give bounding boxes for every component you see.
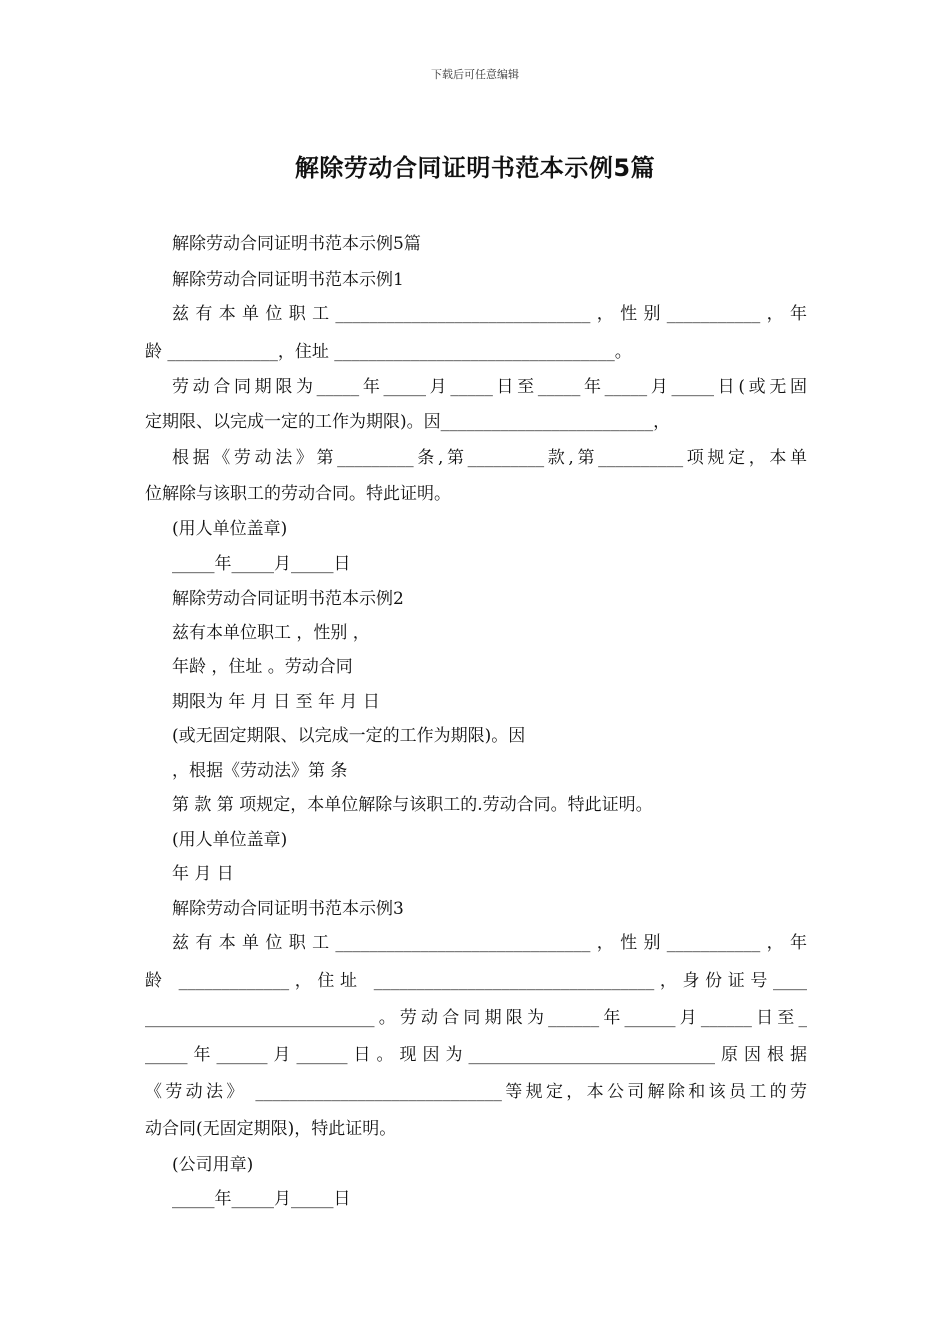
seal-line: (用人单位盖章) [172,519,288,539]
paragraph-line: 年龄 ，住址 。劳动合同 [172,657,353,677]
date-line: 年 月 日 [172,864,234,884]
paragraph-line: 劳动合同期限为_____年_____月_____日至_____年_____月_____日(或无固 [172,377,807,397]
paragraph-line: ___________________________。劳动合同期限为______年______月______日至_ [145,1008,807,1028]
paragraph-line: 定期限、以完成一定的工作为期限)。因_________________________， [145,412,671,432]
paragraph-line: 位解除与该职工的劳动合同。特此证明。 [145,484,451,504]
section-heading-2: 解除劳动合同证明书范本示例2 [172,589,404,609]
header-note: 下载后可任意编辑 [431,68,519,81]
paragraph-line: 《劳动法》 _____________________________等规定，本公司解除和该员工的劳 [145,1082,807,1102]
paragraph-line: 动合同(无固定期限)，特此证明。 [145,1119,397,1139]
paragraph-line: 第 款 第 项规定，本单位解除与该职工的.劳动合同。特此证明。 [172,795,653,815]
date-line: _____年_____月_____日 [172,554,351,574]
paragraph-line: 期限为 年 月 日 至 年 月 日 [172,692,380,712]
paragraph-line: 兹有本单位职工 ，性别 ， [172,623,370,643]
section-heading-3: 解除劳动合同证明书范本示例3 [172,899,404,919]
paragraph-line: ，根据《劳动法》第 条 [172,761,348,781]
paragraph-line: 龄 _____________，住址 _________________________________，身份证号____ [145,971,807,991]
section-heading-1: 解除劳动合同证明书范本示例1 [172,270,404,290]
paragraph-line: 根据《劳动法》第_________条,第_________款,第__________项规定，本单 [172,448,807,468]
paragraph-line: 兹有本单位职工______________________________，性别___________，年 [172,933,807,953]
paragraph-line: 龄 _____________，住址 _________________________________。 [145,342,632,362]
paragraph-line: (或无固定期限、以完成一定的工作为期限)。因 [172,726,526,746]
document-title: 解除劳动合同证明书范本示例5篇 [294,154,656,182]
date-line: _____年_____月_____日 [172,1189,351,1209]
seal-line: (公司用章) [172,1155,254,1175]
paragraph-line: _____年______月______日。现因为_____________________________原因根据 [145,1045,807,1065]
seal-line: (用人单位盖章) [172,830,288,850]
paragraph-line: 兹有本单位职工______________________________，性别___________，年 [172,304,807,324]
paragraph-line: 解除劳动合同证明书范本示例5篇 [172,234,421,254]
